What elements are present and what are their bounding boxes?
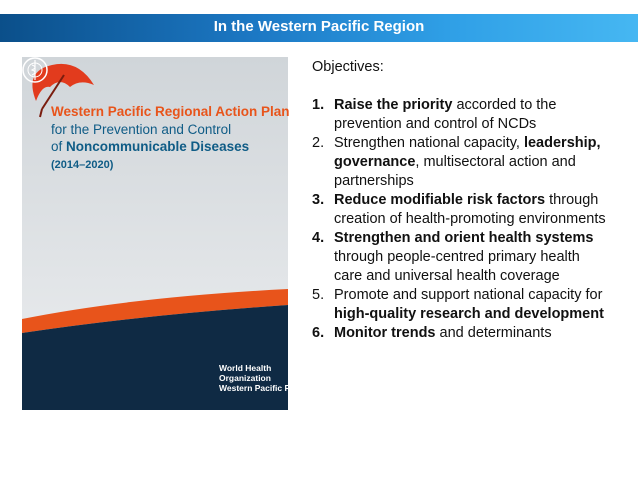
objective-text: Strengthen national capacity, <box>334 135 524 151</box>
objective-text: , multisectoral action and partnerships <box>334 154 576 189</box>
objectives-heading: Objectives: <box>312 59 384 75</box>
cover-years: (2014–2020) <box>51 159 114 171</box>
objective-text: Reduce modifiable risk factors <box>334 192 546 208</box>
objective-text: Monitor trends <box>334 325 436 341</box>
objective-text: through creation of health-promoting environments <box>334 192 606 227</box>
objective-number: 1. <box>312 97 325 113</box>
who-emblem-icon <box>22 57 48 83</box>
cover-title-line3: of Noncommunicable Diseases <box>51 139 250 154</box>
objective-text: Promote and support national capacity for <box>334 287 603 303</box>
objective-text: Raise the priority <box>334 97 453 113</box>
report-cover-image <box>22 57 314 410</box>
objective-item <box>312 96 612 134</box>
objectives-panel <box>312 58 612 343</box>
objective-text: accorded to the prevention and control of NCDs <box>334 97 557 132</box>
who-logo-text: World Health Organization Western Pacific Region <box>219 363 314 393</box>
cover-title-line2: for the Prevention and Control <box>51 122 232 137</box>
objective-item <box>312 191 612 229</box>
slide-title: In the Western Pacific Region <box>213 18 425 35</box>
objective-item <box>312 286 612 324</box>
objective-text: through people-centred primary health care and universal health coverage <box>334 249 580 284</box>
objective-text: leadership, governance <box>334 135 601 170</box>
objective-text: and determinants <box>435 325 552 341</box>
cover-title-line1: Western Pacific Regional Action Plan <box>51 104 290 119</box>
objective-text: Strengthen and orient health systems <box>334 230 594 246</box>
objective-item <box>312 229 612 286</box>
objective-number: 2. <box>312 135 325 151</box>
objectives-list <box>312 96 612 343</box>
objective-number: 4. <box>312 230 325 246</box>
objective-text: high-quality research and development <box>334 306 604 322</box>
objective-number: 6. <box>312 325 325 341</box>
objective-number: 5. <box>312 287 325 303</box>
objective-number: 3. <box>312 192 325 208</box>
objective-item <box>312 324 612 343</box>
title-banner <box>0 14 638 42</box>
objective-item <box>312 134 612 191</box>
